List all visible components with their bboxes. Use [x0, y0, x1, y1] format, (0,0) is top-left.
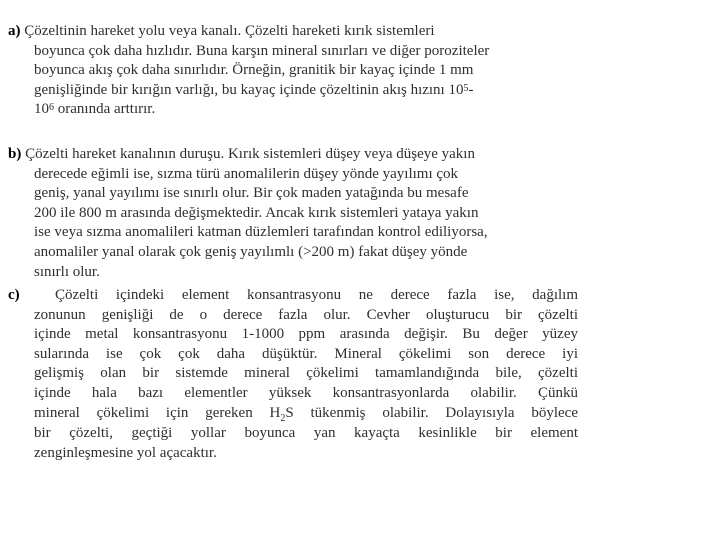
- paragraph-a-line-2: boyunca çok daha hızlıdır. Buna karşın mineral sınırları ve diğer poroziteler: [34, 42, 490, 59]
- paragraph-a-letter: a): [8, 23, 21, 39]
- paragraph-c-line-1: Çözelti içindeki element konsantrasyonu ne derece fazla ise, dağılım: [54, 287, 578, 303]
- paragraph-a-superscript-5: 5: [463, 82, 469, 94]
- paragraph-c-line-2: zonunun genişliği de o derece fazla olur. Cevher oluşturucu bir çözelti: [34, 306, 578, 323]
- paragraph-a-line-3: boyunca akış çok daha sınırlıdır. Örneğin, granitik bir kayaç içinde 1 mm: [34, 62, 474, 79]
- paragraph-c-line-4: sularında ise çok çok daha düşüktür. Mineral çökelimi son derece iyi: [34, 345, 578, 362]
- paragraph-b-body: [8, 165, 608, 283]
- paragraph-b-line-2: derecede eğimli ise, sızma türü anomalilerin düşey yönde yayılımı çok: [34, 165, 459, 182]
- paragraph-c-subscript-2: 2: [280, 412, 286, 424]
- paragraph-c-line-9: zenginleşmesine yol açacaktır.: [34, 444, 217, 461]
- paragraph-a-line-5: 10: [34, 101, 49, 118]
- paragraph-a-line-4-wrap: [34, 81, 608, 101]
- paragraph-c-line-5: gelişmiş olan bir sistemde mineral çökelimi tamamlandığında bile, çözelti: [34, 365, 578, 382]
- paragraph-c-body: [8, 306, 578, 464]
- paragraph-b-letter: b): [8, 146, 22, 162]
- paragraph-a-line-5-wrap: [34, 100, 608, 120]
- paragraph-c-line-8: bir çözelti, geçtiği yollar boyunca yan kayaçta kesinlikle bir element: [34, 425, 578, 442]
- paragraph-c-letter: c): [8, 287, 20, 303]
- paragraph-c-first-line: [8, 286, 578, 306]
- paragraph-b-line-6: anomaliler yanal olarak çok geniş yayılımlı (>200 m) fakat düşey yönde: [34, 243, 468, 260]
- paragraph-b-line-7: sınırlı olur.: [34, 263, 100, 280]
- paragraph-c-line-7-wrap: [34, 404, 578, 425]
- paragraph-c-line-7-start: mineral çökelimi için gereken H: [34, 404, 281, 421]
- paragraph-a-first-line: [8, 22, 608, 42]
- paragraph-b-line-4: 200 ile 800 m arasında değişmektedir. Ancak kırık sistemleri yataya yakın: [34, 204, 479, 221]
- paragraph-a-superscript-6: 6: [49, 102, 54, 114]
- paragraph-b-line-1: Çözelti hareket kanalının duruşu. Kırık sistemleri düşey veya düşeye yakın: [25, 146, 475, 162]
- paragraph-a-dash: -: [468, 81, 474, 98]
- paragraph-a: [8, 22, 608, 120]
- paragraph-c-line-7-end: S tükenmiş olabilir. Dolayısıyla böylece: [285, 404, 578, 421]
- paragraph-b: [8, 145, 608, 282]
- paragraph-b-line-3: geniş, yanal yayılımı ise sınırlı olur. Bir çok maden yatağında bu mesafe: [34, 185, 469, 202]
- paragraph-c: [8, 286, 578, 463]
- paragraph-b-first-line: [8, 145, 608, 165]
- paragraph-a-body: [8, 42, 608, 120]
- paragraph-a-line-1: Çözeltinin hareket yolu veya kanalı. Çözelti hareketi kırık sistemleri: [24, 23, 435, 39]
- paragraph-c-line-3: içinde metal konsantrasyonu 1-1000 ppm arasında değişir. Bu değer yüzey: [34, 326, 578, 343]
- paragraph-a-line-4: genişliğinde bir kırığın varlığı, bu kayaç içinde çözeltinin akış hızını 10: [34, 81, 464, 98]
- paragraph-c-line-6: içinde hala bazı elementler yüksek konsantrasyonlarda olabilir. Çünkü: [34, 384, 578, 401]
- paragraph-b-line-5: ise veya sızma anomalileri katman düzlemleri tarafından kontrol ediliyorsa,: [34, 224, 488, 241]
- paragraph-a-line-6: oranında arttırır.: [57, 101, 156, 118]
